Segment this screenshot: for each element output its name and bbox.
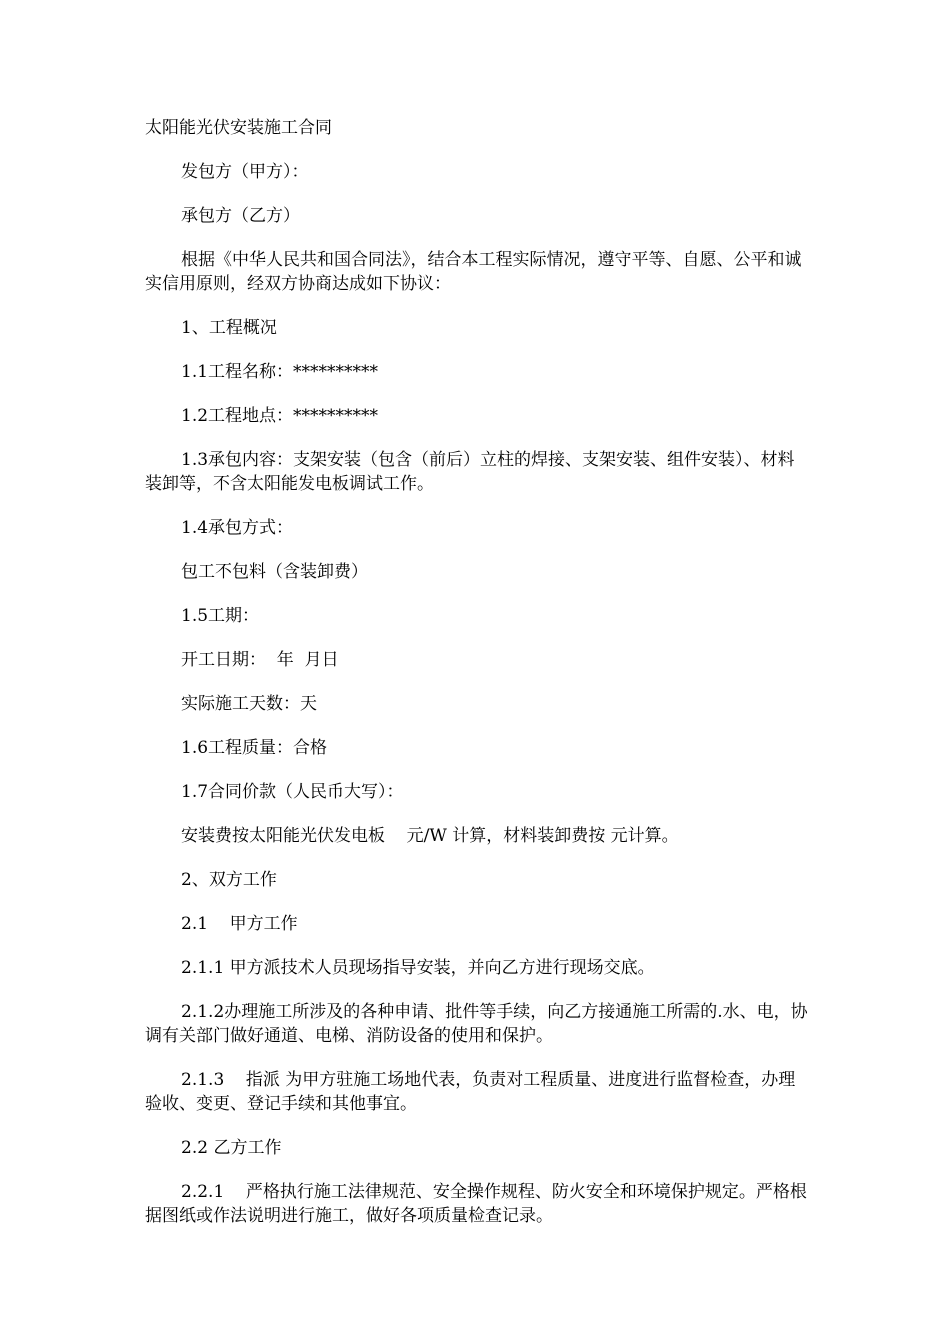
- document-title: 太阳能光伏安装施工合同: [145, 118, 332, 138]
- clause-1-1-project-name: 1.1工程名称：**********: [181, 362, 379, 382]
- clause-2-1-3: 2.1.3 指派 为甲方驻施工场地代表，负责对工程质量、进度进行监督检查，办理验收、变更、登记手续和其他事宜。: [145, 1070, 796, 1114]
- clause-2-2-party-b-duties: 2.2 乙方工作: [181, 1138, 282, 1158]
- price-detail-line: 安装费按太阳能光伏发电板 元/W 计算，材料装卸费按 元计算。: [181, 826, 679, 846]
- start-date-line: 开工日期： 年 月日: [181, 650, 339, 670]
- preamble-paragraph: 根据《中华人民共和国合同法》，结合本工程实际情况，遵守平等、自愿、公平和诚实信用原则，经双方协商达成如下协议：: [145, 250, 802, 294]
- clause-1-3-scope: 1.3承包内容：支架安装（包含（前后）立柱的焊接、支架安装、组件安装）、材料装卸等，不含太阳能发电板调试工作。: [145, 450, 795, 494]
- clause-2-1-2: 2.1.2办理施工所涉及的各种申请、批件等手续，向乙方接通施工所需的.水、电，协调有关部门做好通道、电梯、消防设备的使用和保护。: [145, 1002, 808, 1046]
- clause-2-1-party-a-duties: 2.1 甲方工作: [181, 914, 298, 934]
- party-a-line: 发包方（甲方）：: [181, 162, 309, 182]
- section-heading-project-overview: 1、工程概况: [181, 318, 277, 338]
- clause-1-7-price: 1.7合同价款（人民币大写）：: [181, 782, 404, 802]
- section-heading-duties: 2、双方工作: [181, 870, 277, 890]
- contract-mode-value: 包工不包料（含装卸费）: [181, 562, 368, 582]
- clause-1-6-quality: 1.6工程质量：合格: [181, 738, 328, 758]
- clause-1-5-duration: 1.5工期：: [181, 606, 260, 626]
- party-b-line: 承包方（乙方）: [181, 206, 300, 226]
- clause-2-2-1: 2.2.1 严格执行施工法律规范、安全操作规程、防火安全和环境保护规定。严格根据图纸或作法说明进行施工，做好各项质量检查记录。: [145, 1182, 807, 1226]
- clause-2-1-1: 2.1.1 甲方派技术人员现场指导安装，并向乙方进行现场交底。: [181, 958, 655, 978]
- clause-1-4-contract-mode: 1.4承包方式：: [181, 518, 294, 538]
- document-body: [145, 116, 810, 1248]
- clause-1-2-project-location: 1.2工程地点：**********: [181, 406, 379, 426]
- working-days-line: 实际施工天数：天: [181, 694, 317, 714]
